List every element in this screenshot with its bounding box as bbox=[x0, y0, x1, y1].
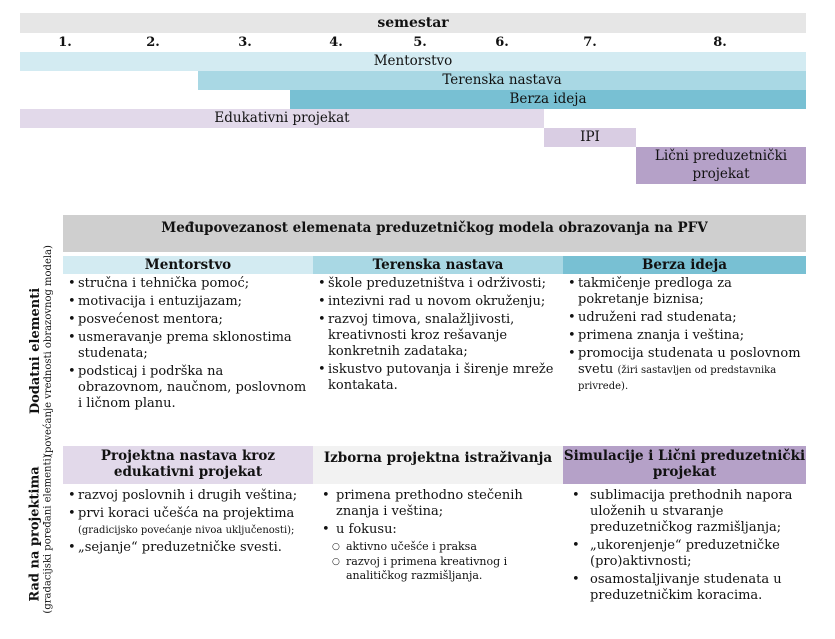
list-item bbox=[566, 346, 804, 394]
cell-izborna-istrazivanja bbox=[318, 488, 561, 584]
semester-7: 7. bbox=[583, 35, 597, 50]
row-label-dodatni bbox=[20, 245, 63, 457]
row-label-main: Dodatni elementi bbox=[27, 287, 43, 415]
semester-8: 8. bbox=[713, 35, 727, 50]
semester-5: 5. bbox=[413, 35, 427, 50]
sub-list-item: ○ aktivno učešće i praksa bbox=[318, 540, 561, 554]
cell-berza bbox=[566, 276, 804, 396]
row-label-sub: (povećanje vrednosti obrazovnog modela) bbox=[42, 245, 54, 457]
bar-edukativni-projekat: Edukativni projekat bbox=[20, 109, 544, 128]
bar-berza-ideja: Berza ideja bbox=[290, 90, 806, 109]
list-item: • škole preduzetništva i održivosti; bbox=[316, 276, 561, 292]
list-item: • iskustvo putovanja i širenje mreže kontakata. bbox=[316, 362, 561, 394]
list-item: • usmeravanje prema sklonostima studenata; bbox=[66, 330, 311, 362]
list-item: • motivacija i entuzijazam; bbox=[66, 294, 311, 310]
list-item-note: (žiri sastavljen od predstavnika privrede). bbox=[578, 365, 777, 392]
list-item: • razvoj timova, snalažljivosti, kreativnosti kroz rešavanje konkretnih zadataka; bbox=[316, 312, 561, 360]
col-header-projektna-nastava: Projektna nastava kroz edukativni projekat bbox=[63, 446, 313, 484]
semester-4: 4. bbox=[329, 35, 343, 50]
col-header-berza: Berza ideja bbox=[563, 256, 806, 274]
semester-2: 2. bbox=[146, 35, 160, 50]
semester-header: semestar bbox=[20, 13, 806, 33]
list-item: • „ukorenjenje“ preduzetničke (pro)aktivnosti; bbox=[566, 538, 804, 570]
cell-simulacije bbox=[566, 488, 804, 606]
semester-6: 6. bbox=[495, 35, 509, 50]
list-item: • razvoj poslovnih i drugih veština; bbox=[66, 488, 311, 504]
list-item: • primena prethodno stečenih znanja i veština; bbox=[318, 488, 561, 520]
list-item: • intezivni rad u novom okruženju; bbox=[316, 294, 561, 310]
list-item: • sublimacija prethodnih napora uloženih u stvaranje preduzetničkog razmišljanja; bbox=[566, 488, 804, 536]
sub-list-item: ○ razvoj i primena kreativnog i analitičkog razmišljanja. bbox=[318, 555, 561, 583]
row-label-sub: (gradacijski poređani elementi) bbox=[42, 454, 54, 614]
list-item: • osamostaljivanje studenata u preduzetničkim koracima. bbox=[566, 572, 804, 604]
list-item: • stručna i tehnička pomoć; bbox=[66, 276, 311, 292]
cell-projektna-nastava bbox=[66, 488, 311, 558]
col-header-terenska: Terenska nastava bbox=[313, 256, 563, 274]
list-item: • takmičenje predloga za pokretanje biznisa; bbox=[566, 276, 804, 308]
list-item: • u fokusu: bbox=[318, 522, 561, 538]
col-header-simulacije: Simulacije i Lični preduzetnički projekat bbox=[563, 446, 806, 484]
list-item-text: prvi koraci učešća na projektima bbox=[78, 506, 295, 521]
row-label-rad bbox=[20, 446, 63, 622]
bar-ipi: IPI bbox=[544, 128, 636, 147]
cell-mentorstvo bbox=[66, 276, 311, 414]
list-item-note: (gradicijsko povećanje nivoa uključenosti); bbox=[78, 525, 295, 536]
matrix-title: Međupovezanost elemenata preduzetničkog modela obrazovanja na PFV bbox=[63, 215, 806, 252]
list-item: • primena znanja i veština; bbox=[566, 328, 804, 344]
semester-1: 1. bbox=[58, 35, 72, 50]
list-item: • udruženi rad studenata; bbox=[566, 310, 804, 326]
list-item: • podsticaj i podrška na obrazovnom, naučnom, poslovnom i ličnom planu. bbox=[66, 364, 311, 412]
semester-3: 3. bbox=[238, 35, 252, 50]
bar-mentorstvo: Mentorstvo bbox=[20, 52, 806, 71]
list-item bbox=[66, 506, 311, 538]
row-label-main: Rad na projektima bbox=[27, 466, 43, 602]
col-header-izborna-istrazivanja: Izborna projektna istraživanja bbox=[313, 446, 563, 484]
list-item-text: promocija studenata u poslovnom svetu bbox=[578, 346, 801, 377]
list-item: • posvećenost mentora; bbox=[66, 312, 311, 328]
bar-terenska-nastava: Terenska nastava bbox=[198, 71, 806, 90]
cell-terenska bbox=[316, 276, 561, 396]
col-header-mentorstvo: Mentorstvo bbox=[63, 256, 313, 274]
list-item: • „sejanje“ preduzetničke svesti. bbox=[66, 540, 311, 556]
bar-licni-projekat: Lični preduzetnički projekat bbox=[636, 147, 806, 184]
